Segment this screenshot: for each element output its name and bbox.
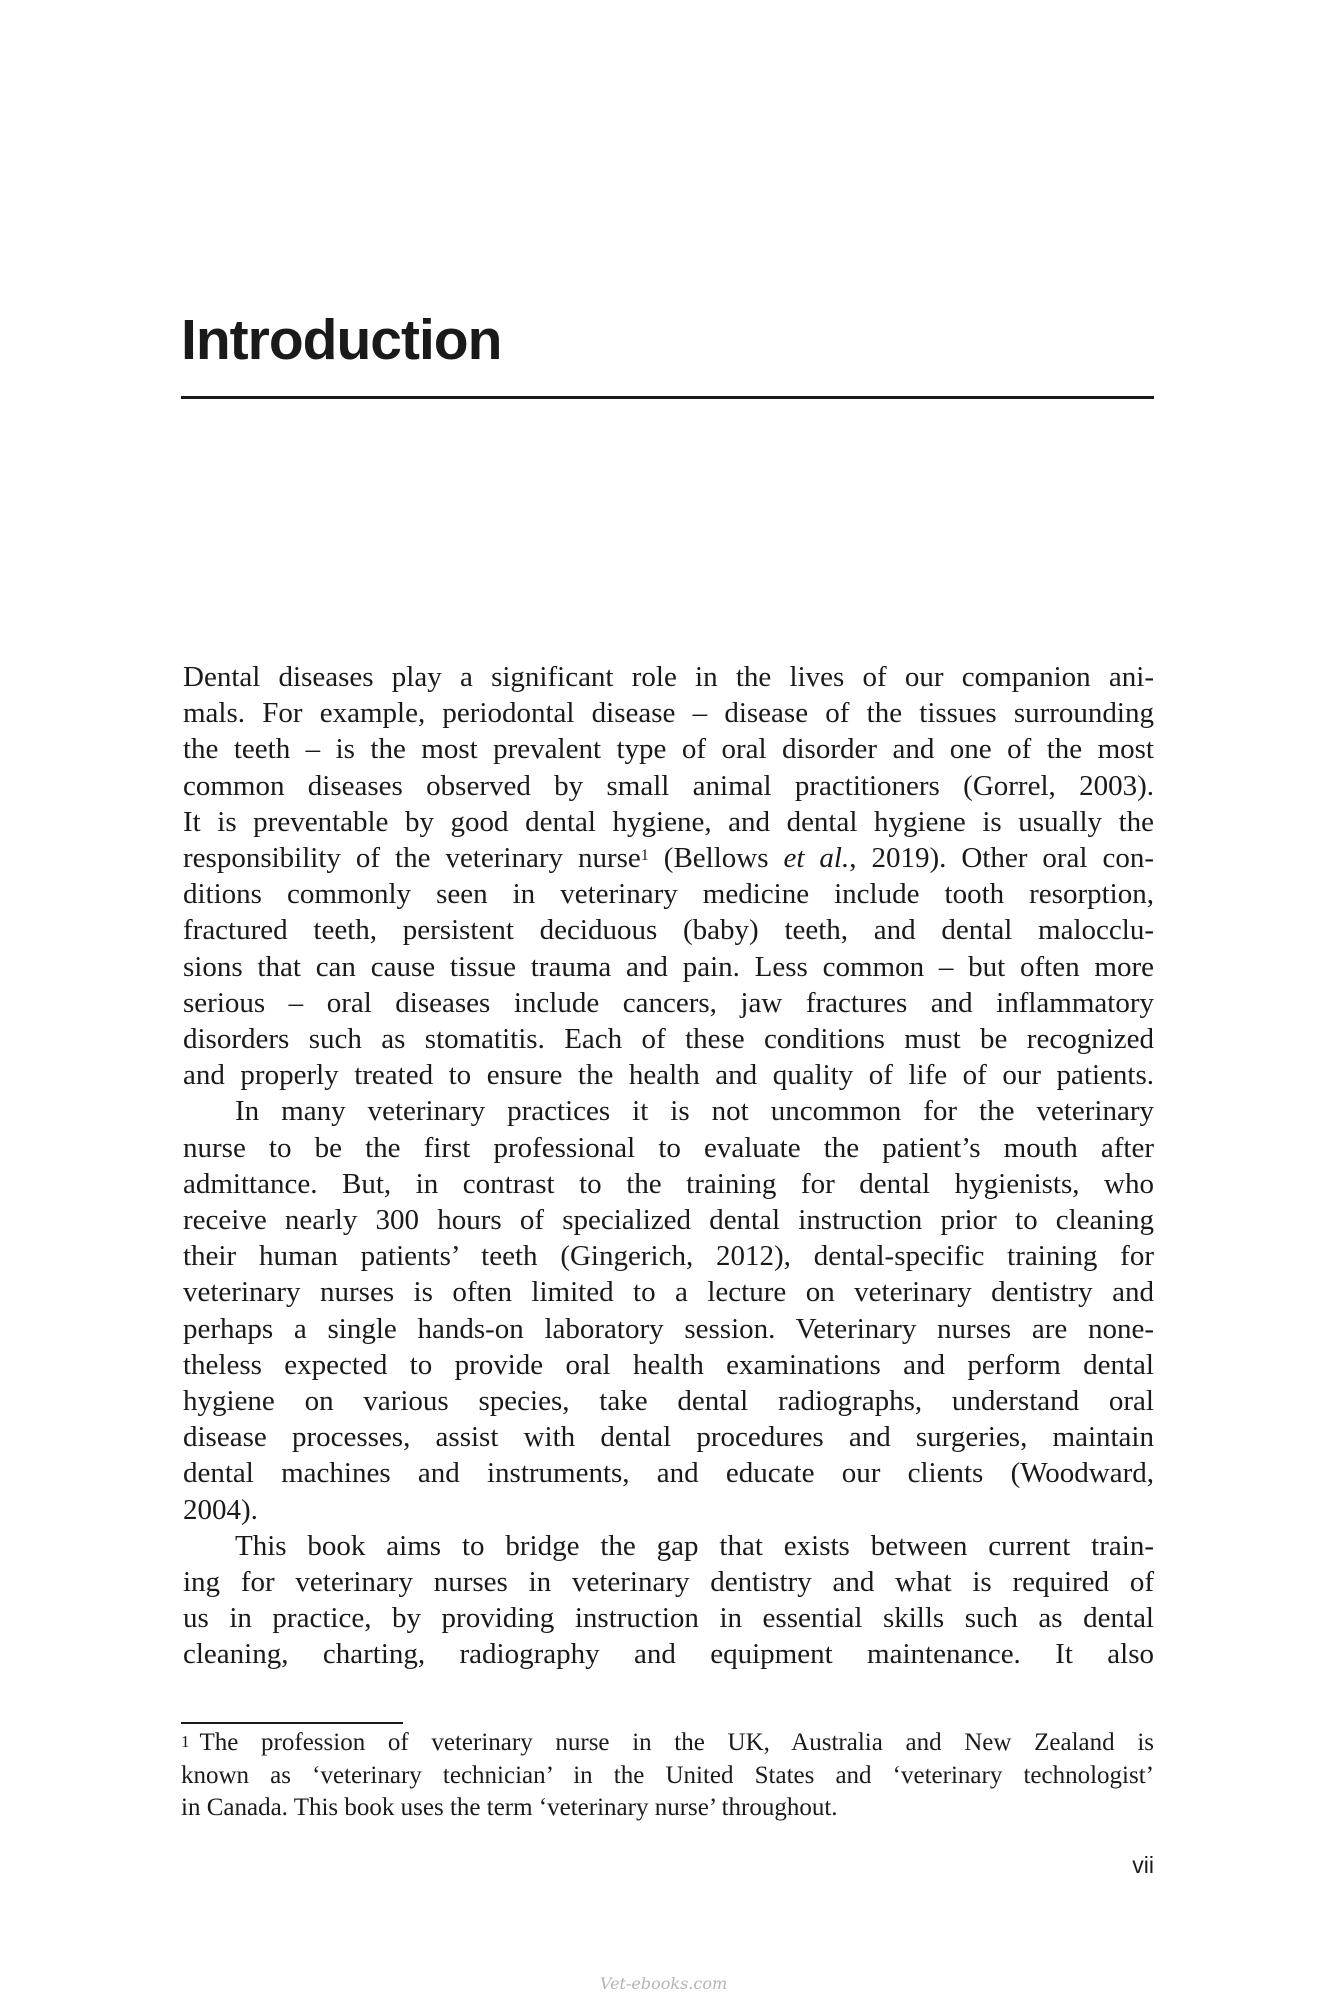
text-line: cleaning, charting, radiography and equipment maintenance. It also <box>183 1638 1154 1671</box>
text-line: common diseases observed by small animal practitioners (Gorrel, 2003). <box>183 769 1154 802</box>
text-line: fractured teeth, persistent deciduous (baby) teeth, and dental malocclu- <box>183 914 1154 947</box>
text-line: dental machines and instruments, and educate our clients (Woodward, <box>183 1457 1154 1490</box>
footnote <box>181 1727 1154 1825</box>
text-line: hygiene on various species, take dental radiographs, understand oral <box>183 1385 1154 1418</box>
text-line: It is preventable by good dental hygiene, and dental hygiene is usually the <box>183 805 1154 838</box>
footnote-line: known as ‘veterinary technician’ in the United States and ‘veterinary technologist’ <box>181 1761 1154 1789</box>
text-line <box>183 840 1154 876</box>
footnote-reference: 1 <box>640 847 649 865</box>
text-line: disease processes, assist with dental procedures and surgeries, maintain <box>183 1421 1154 1454</box>
footnote-line: in Canada. This book uses the term ‘veterinary nurse’ throughout. <box>181 1794 838 1821</box>
text-line: In many veterinary practices it is not uncommon for the veterinary <box>235 1095 1154 1128</box>
text-line: ing for veterinary nurses in veterinary dentistry and what is required of <box>183 1566 1154 1599</box>
text-line: This book aims to bridge the gap that exists between current train- <box>235 1529 1154 1562</box>
text-line: theless expected to provide oral health examinations and perform dental <box>183 1348 1154 1381</box>
text-line: nurse to be the first professional to evaluate the patient’s mouth after <box>183 1131 1154 1164</box>
text-line: us in practice, by providing instruction in essential skills such as dental <box>183 1602 1154 1635</box>
paragraph-2 <box>183 1093 1154 1527</box>
text-line: receive nearly 300 hours of specialized dental instruction prior to cleaning <box>183 1204 1154 1237</box>
text-line: ditions commonly seen in veterinary medicine include tooth resorption, <box>183 878 1154 911</box>
text-line: serious – oral diseases include cancers, jaw fractures and inflammatory <box>183 986 1154 1019</box>
text-line: Dental diseases play a significant role in the lives of our companion ani- <box>183 661 1154 693</box>
text-line: perhaps a single hands-on laboratory session. Veterinary nurses are none- <box>183 1312 1154 1345</box>
footnote-marker: 1 <box>181 1732 190 1751</box>
paragraph-3 <box>183 1528 1154 1673</box>
heading-rule <box>181 396 1154 399</box>
body-text <box>183 659 1154 1673</box>
italic-text: et al. <box>783 842 850 875</box>
text-line: sions that can cause tissue trauma and pain. Less common – but often more <box>183 950 1154 983</box>
page-number: vii <box>1132 1852 1154 1878</box>
text-segment: responsibility of the veterinary nurse <box>183 842 641 875</box>
footnote-rule <box>181 1722 403 1724</box>
chapter-heading: Introduction <box>181 308 502 372</box>
text-line: their human patients’ teeth (Gingerich, 2012), dental-specific training for <box>183 1240 1154 1273</box>
footnote-line <box>181 1727 1154 1760</box>
text-line: and properly treated to ensure the health and quality of life of our patients. <box>183 1059 1154 1092</box>
paragraph-1 <box>183 659 1154 1093</box>
text-line: veterinary nurses is often limited to a lecture on veterinary dentistry and <box>183 1276 1154 1309</box>
text-line: mals. For example, periodontal disease – disease of the tissues surrounding <box>183 697 1154 730</box>
text-segment: The profession of veterinary nurse in the UK, Australia and New Zealand is <box>199 1729 1154 1756</box>
text-segment: , 2019). Other oral con- <box>849 842 1154 875</box>
text-line: 2004). <box>183 1493 258 1526</box>
text-line: disorders such as stomatitis. Each of these conditions must be recognized <box>183 1023 1154 1056</box>
text-segment: (Bellows <box>648 842 784 875</box>
watermark-logo: Vet-ebooks.com <box>600 1974 728 1993</box>
text-line: the teeth – is the most prevalent type of oral disorder and one of the most <box>183 733 1154 766</box>
text-line: admittance. But, in contrast to the training for dental hygienists, who <box>183 1167 1154 1200</box>
